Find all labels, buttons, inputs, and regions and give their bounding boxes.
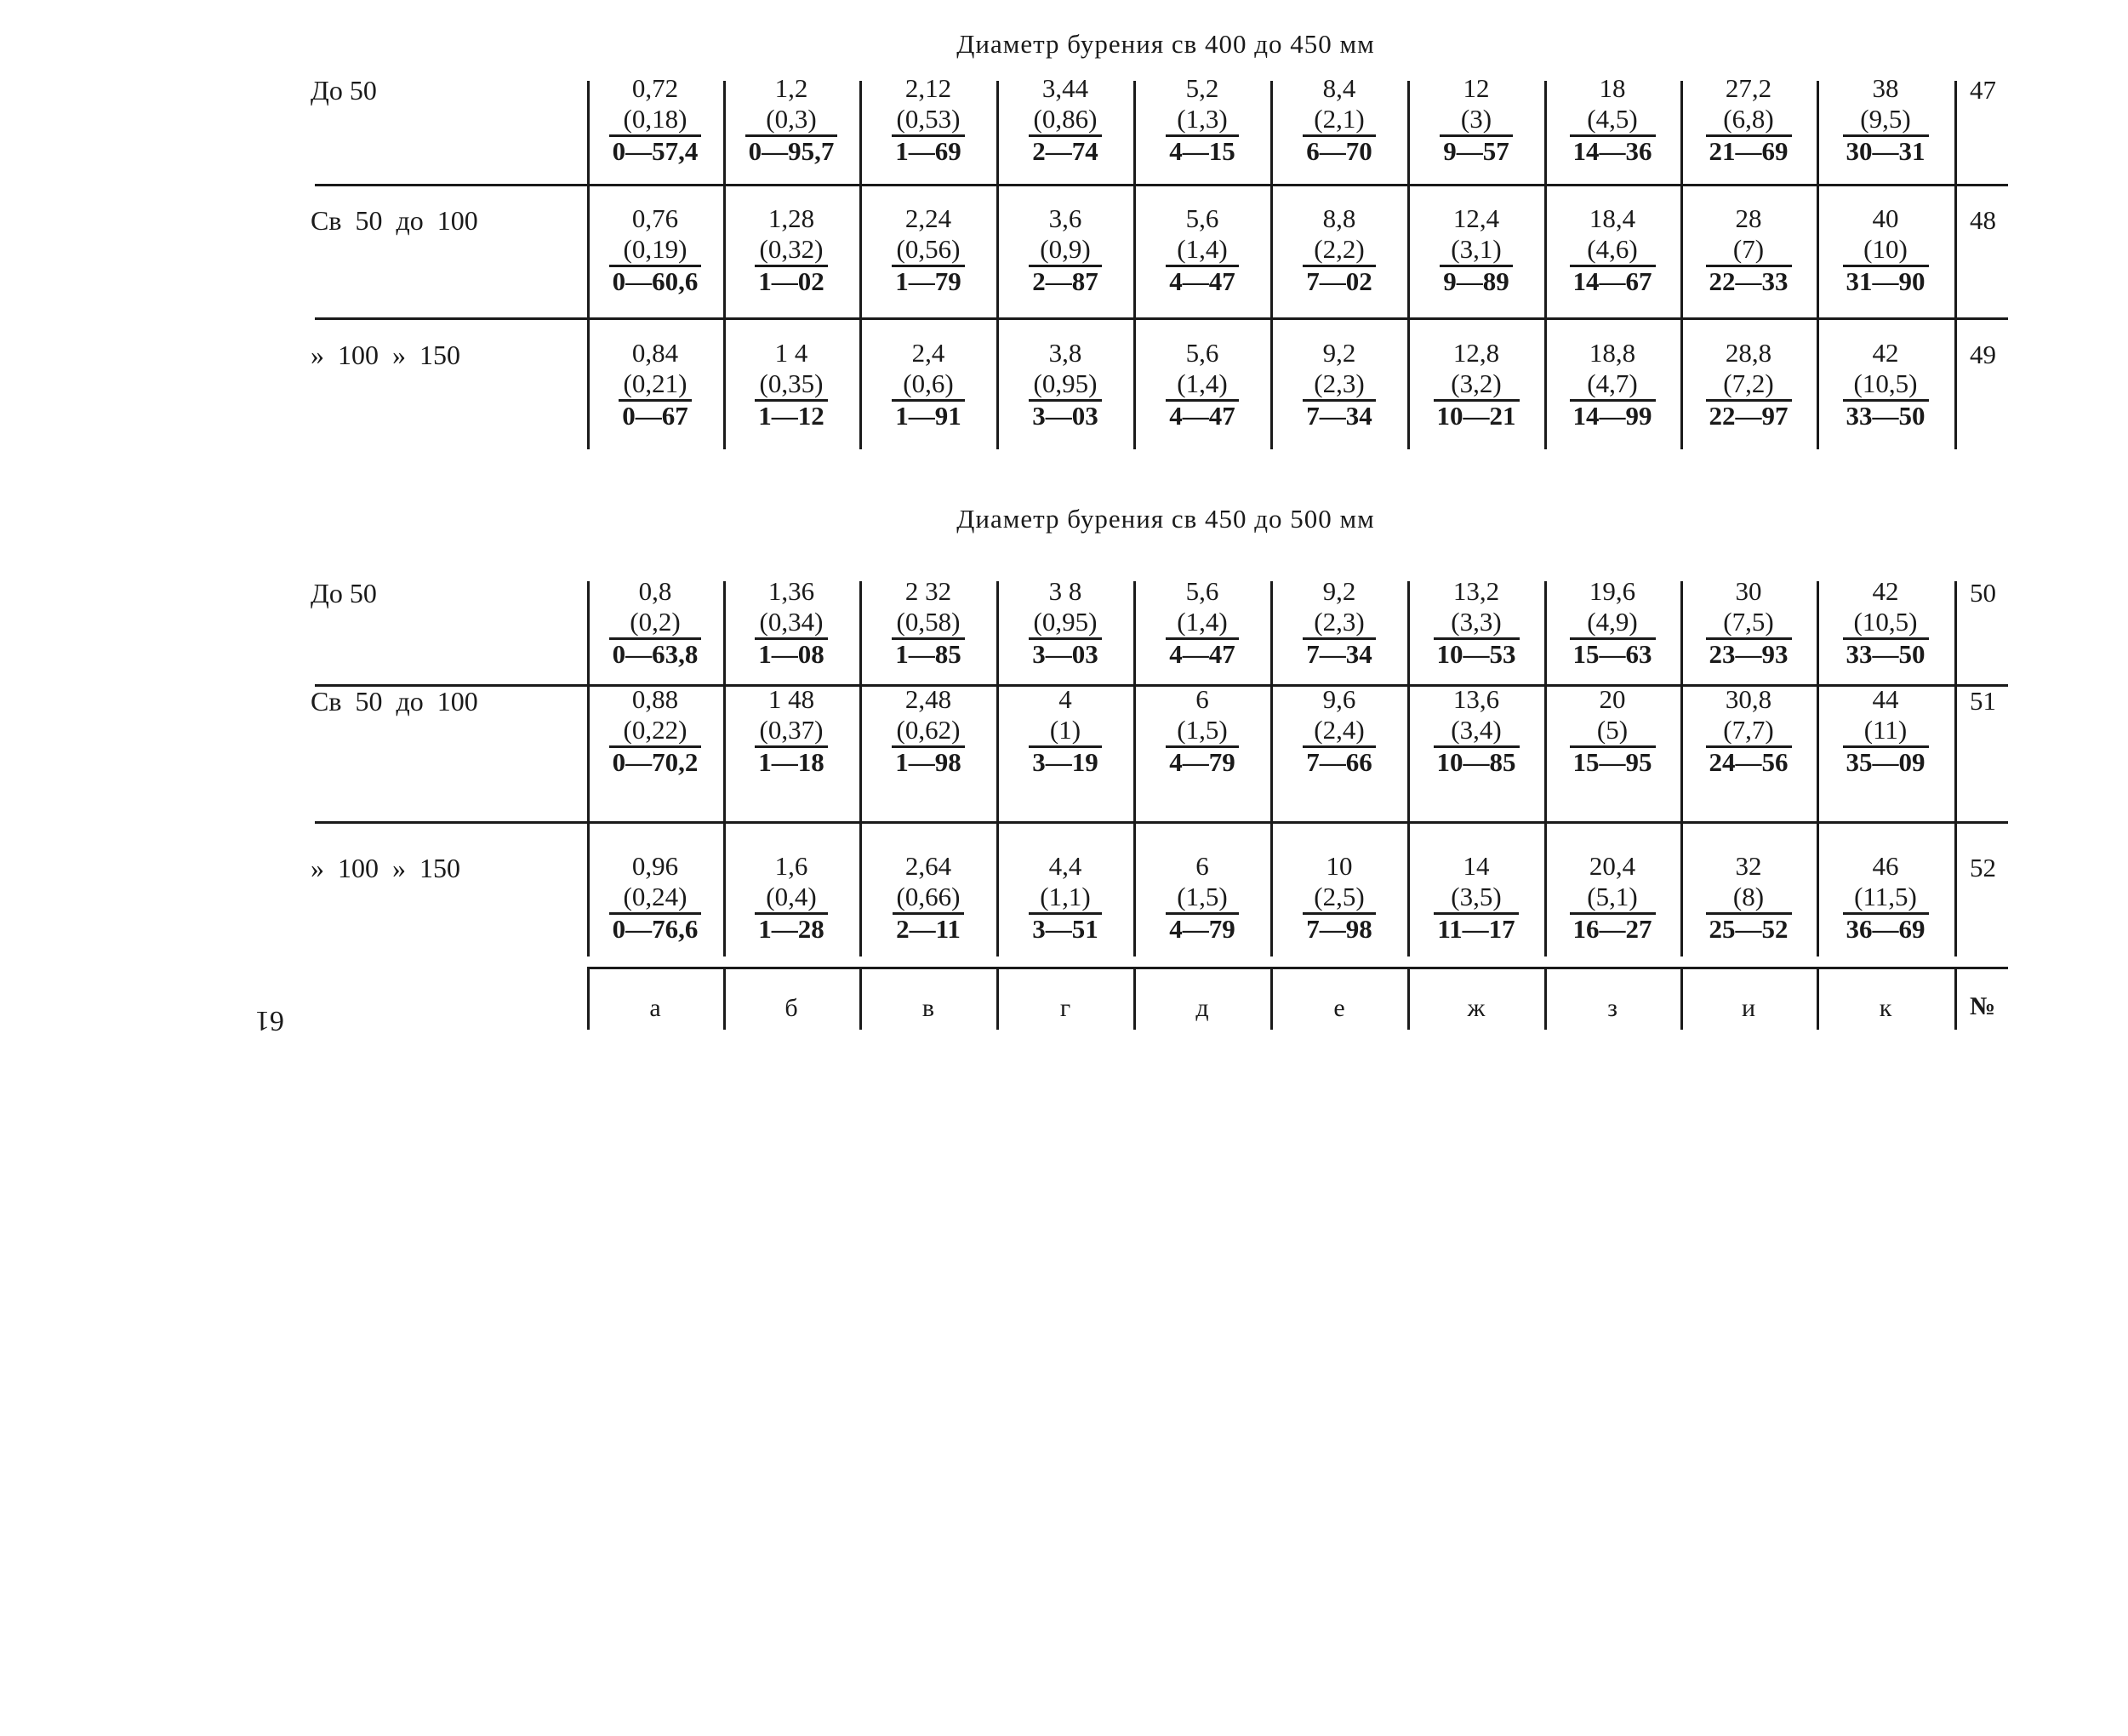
cell-value-paren: (3,5) — [1451, 882, 1502, 911]
cell-range: 14—99 — [1570, 399, 1656, 430]
cell-value-paren: (10,5) — [1853, 368, 1918, 398]
table-cell — [997, 851, 1133, 945]
cell-value: 44 — [1872, 684, 1899, 714]
column-letter: б — [784, 994, 798, 1022]
cell-range: 2—11 — [893, 912, 964, 943]
cell-range: 31—90 — [1843, 265, 1929, 295]
cell-range: 7—34 — [1303, 399, 1376, 430]
table-cell — [1680, 203, 1817, 297]
cell-range: 1—08 — [755, 637, 828, 668]
cell-value-paren: (0,3) — [766, 104, 817, 134]
cell-range: 24—56 — [1706, 745, 1792, 776]
table-cell — [723, 73, 859, 167]
cell-range: 1—28 — [755, 912, 828, 943]
cell-value: 27,2 — [1725, 73, 1772, 103]
cell-range: 10—85 — [1434, 745, 1520, 776]
cell-range: 9—57 — [1440, 134, 1513, 165]
cell-value-paren: (10) — [1863, 234, 1908, 264]
cell-range: 4—79 — [1166, 912, 1239, 943]
cell-value: 6 — [1195, 684, 1209, 714]
row-number: 50 — [1970, 578, 1996, 608]
cell-value: 1,36 — [767, 576, 815, 606]
cell-value: 2 32 — [904, 576, 952, 606]
cell-value-paren: (8) — [1732, 882, 1765, 911]
table-cell — [860, 576, 996, 670]
footer-top-line — [587, 967, 2008, 969]
column-letter: и — [1741, 994, 1756, 1022]
column-letter: ж — [1467, 994, 1486, 1022]
cell-value: 28,8 — [1725, 338, 1772, 368]
cell-value: 20,4 — [1589, 851, 1636, 881]
cell-value-paren: (7,7) — [1723, 715, 1774, 745]
row-number: 49 — [1970, 340, 1996, 369]
table-cell — [587, 338, 723, 431]
cell-value-paren: (4,5) — [1587, 104, 1638, 134]
column-number-label: № — [1970, 992, 1996, 1020]
table-cell — [1544, 338, 1680, 431]
table-cell — [1271, 338, 1407, 431]
cell-value: 4 — [1058, 684, 1072, 714]
cell-range: 2—87 — [1029, 265, 1102, 295]
cell-value-paren: (0,53) — [896, 104, 961, 134]
row-divider — [315, 821, 2008, 824]
cell-value-paren: (11,5) — [1854, 882, 1917, 911]
cell-value: 1 48 — [767, 684, 815, 714]
cell-range: 33—50 — [1843, 399, 1929, 430]
cell-range: 35—09 — [1843, 745, 1929, 776]
table-cell — [997, 684, 1133, 778]
cell-value: 3 8 — [1048, 576, 1082, 606]
cell-value-paren: (11) — [1863, 715, 1908, 745]
column-divider — [1954, 581, 1957, 957]
row-label: До 50 — [311, 75, 377, 106]
cell-value-paren: (2,3) — [1314, 368, 1365, 398]
cell-range: 22—97 — [1706, 399, 1792, 430]
cell-range: 1—69 — [892, 134, 965, 165]
column-letter: г — [1059, 994, 1071, 1022]
cell-range: 7—02 — [1303, 265, 1376, 295]
table-cell — [723, 338, 859, 431]
page-number: 61 — [255, 1005, 284, 1036]
cell-range: 4—47 — [1166, 637, 1239, 668]
column-divider — [1954, 968, 1957, 1030]
cell-value-paren: (0,86) — [1033, 104, 1098, 134]
cell-value: 18 — [1599, 73, 1626, 103]
cell-value: 9,6 — [1322, 684, 1356, 714]
table-cell — [997, 73, 1133, 167]
section-title-400-450: Диаметр бурения св 400 до 450 мм — [956, 29, 1375, 59]
cell-value-paren: (0,35) — [759, 368, 824, 398]
cell-value-paren: (1,4) — [1177, 234, 1228, 264]
cell-value: 3,8 — [1048, 338, 1082, 368]
column-divider — [1954, 81, 1957, 449]
cell-value: 42 — [1872, 576, 1899, 606]
cell-range: 1—98 — [892, 745, 965, 776]
cell-value-paren: (6,8) — [1723, 104, 1774, 134]
cell-value-paren: (3,4) — [1451, 715, 1502, 745]
cell-value-paren: (0,32) — [759, 234, 824, 264]
cell-value-paren: (9,5) — [1860, 104, 1911, 134]
cell-value: 40 — [1872, 203, 1899, 233]
section-title-450-500: Диаметр бурения св 450 до 500 мм — [956, 504, 1375, 534]
table-cell — [1680, 338, 1817, 431]
cell-value-paren: (0,9) — [1040, 234, 1091, 264]
cell-range: 1—79 — [892, 265, 965, 295]
cell-value-paren: (0,6) — [903, 368, 954, 398]
cell-value-paren: (0,2) — [630, 607, 681, 637]
cell-value: 3,6 — [1048, 203, 1082, 233]
column-letter: а — [649, 994, 661, 1022]
column-letter: з — [1607, 994, 1617, 1022]
table-cell — [860, 338, 996, 431]
row-divider — [315, 317, 2008, 320]
cell-range: 0—60,6 — [609, 265, 702, 295]
cell-range: 10—21 — [1434, 399, 1520, 430]
table-cell — [1544, 851, 1680, 945]
cell-range: 15—95 — [1570, 745, 1656, 776]
cell-value-paren: (7) — [1732, 234, 1765, 264]
table-cell — [1817, 203, 1954, 297]
cell-value-paren: (0,19) — [623, 234, 687, 264]
cell-value-paren: (0,18) — [623, 104, 687, 134]
cell-range: 16—27 — [1570, 912, 1656, 943]
table-cell — [997, 203, 1133, 297]
cell-value-paren: (4,6) — [1587, 234, 1638, 264]
cell-range: 3—51 — [1029, 912, 1102, 943]
cell-value: 42 — [1872, 338, 1899, 368]
cell-range: 7—34 — [1303, 637, 1376, 668]
table-cell — [587, 851, 723, 945]
cell-value-paren: (0,37) — [759, 715, 824, 745]
cell-value-paren: (2,4) — [1314, 715, 1365, 745]
cell-value: 0,8 — [638, 576, 672, 606]
cell-value: 0,88 — [631, 684, 679, 714]
table-cell — [1408, 73, 1544, 167]
table-cell — [1271, 203, 1407, 297]
table-cell — [1817, 684, 1954, 778]
cell-value: 1 4 — [774, 338, 808, 368]
table-cell — [1134, 684, 1270, 778]
cell-value: 12,8 — [1452, 338, 1500, 368]
cell-range: 6—70 — [1303, 134, 1376, 165]
cell-value: 46 — [1872, 851, 1899, 881]
cell-range: 11—17 — [1434, 912, 1518, 943]
cell-value: 2,12 — [904, 73, 952, 103]
cell-value: 3,44 — [1041, 73, 1089, 103]
cell-range: 0—57,4 — [609, 134, 702, 165]
cell-value: 5,6 — [1185, 203, 1219, 233]
cell-value-paren: (0,22) — [623, 715, 687, 745]
table-cell — [1134, 851, 1270, 945]
cell-value: 5,6 — [1185, 338, 1219, 368]
cell-value: 14 — [1463, 851, 1490, 881]
table-cell — [1271, 73, 1407, 167]
table-cell — [1680, 73, 1817, 167]
cell-range: 1—12 — [755, 399, 828, 430]
cell-range: 0—70,2 — [609, 745, 702, 776]
table-cell — [997, 576, 1133, 670]
cell-range: 21—69 — [1706, 134, 1792, 165]
table-cell — [587, 576, 723, 670]
cell-value: 2,24 — [904, 203, 952, 233]
table-cell — [723, 576, 859, 670]
cell-range: 4—47 — [1166, 265, 1239, 295]
cell-value-paren: (0,58) — [896, 607, 961, 637]
cell-value: 5,6 — [1185, 576, 1219, 606]
cell-range: 3—03 — [1029, 399, 1102, 430]
cell-value: 38 — [1872, 73, 1899, 103]
cell-range: 4—79 — [1166, 745, 1239, 776]
cell-value-paren: (1,4) — [1177, 607, 1228, 637]
cell-range: 3—19 — [1029, 745, 1102, 776]
table-cell — [1544, 576, 1680, 670]
table-cell — [1408, 851, 1544, 945]
cell-value-paren: (3,1) — [1451, 234, 1502, 264]
cell-value: 1,2 — [774, 73, 808, 103]
cell-range: 36—69 — [1843, 912, 1929, 943]
cell-range: 33—50 — [1843, 637, 1929, 668]
cell-value-paren: (0,66) — [896, 882, 961, 911]
cell-range: 0—63,8 — [609, 637, 702, 668]
row-number: 51 — [1970, 686, 1996, 716]
cell-range: 14—36 — [1570, 134, 1656, 165]
column-letter: д — [1195, 994, 1209, 1022]
cell-value-paren: (0,4) — [766, 882, 817, 911]
cell-value-paren: (2,5) — [1314, 882, 1365, 911]
cell-range: 4—15 — [1166, 134, 1239, 165]
cell-value-paren: (1,5) — [1177, 715, 1228, 745]
table-cell — [1134, 576, 1270, 670]
cell-range: 30—31 — [1843, 134, 1929, 165]
cell-range: 25—52 — [1706, 912, 1792, 943]
cell-range: 10—53 — [1434, 637, 1520, 668]
cell-value-paren: (4,7) — [1587, 368, 1638, 398]
cell-range: 1—18 — [755, 745, 828, 776]
table-cell — [860, 203, 996, 297]
cell-value-paren: (1,1) — [1040, 882, 1091, 911]
cell-value-paren: (0,24) — [623, 882, 687, 911]
cell-value: 30 — [1735, 576, 1762, 606]
cell-range: 0—67 — [619, 399, 692, 430]
cell-value-paren: (3) — [1460, 104, 1492, 134]
cell-value-paren: (1,3) — [1177, 104, 1228, 134]
table-cell — [997, 338, 1133, 431]
column-letter: е — [1333, 994, 1345, 1022]
cell-range: 7—98 — [1303, 912, 1376, 943]
table-cell — [1271, 684, 1407, 778]
table-cell — [1408, 684, 1544, 778]
table-cell — [1544, 203, 1680, 297]
cell-value-paren: (0,62) — [896, 715, 961, 745]
table-cell — [860, 684, 996, 778]
table-cell — [1544, 73, 1680, 167]
cell-value: 6 — [1195, 851, 1209, 881]
table-cell — [1134, 338, 1270, 431]
cell-value: 2,64 — [904, 851, 952, 881]
cell-value: 19,6 — [1589, 576, 1636, 606]
cell-value: 2,48 — [904, 684, 952, 714]
table-cell — [1134, 203, 1270, 297]
cell-value: 32 — [1735, 851, 1762, 881]
cell-value: 9,2 — [1322, 576, 1356, 606]
table-cell — [1408, 576, 1544, 670]
row-number: 48 — [1970, 205, 1996, 235]
cell-value: 20 — [1599, 684, 1626, 714]
cell-value: 12,4 — [1452, 203, 1500, 233]
cell-range: 2—74 — [1029, 134, 1102, 165]
cell-value-paren: (7,2) — [1723, 368, 1774, 398]
table-cell — [860, 851, 996, 945]
cell-value-paren: (0,95) — [1033, 368, 1098, 398]
table-cell — [587, 684, 723, 778]
table-cell — [723, 203, 859, 297]
cell-range: 0—95,7 — [745, 134, 838, 165]
cell-value: 0,72 — [631, 73, 679, 103]
cell-value: 0,76 — [631, 203, 679, 233]
table-cell — [1408, 203, 1544, 297]
cell-value: 0,96 — [631, 851, 679, 881]
row-label: Св 50 до 100 — [311, 686, 478, 717]
cell-range: 22—33 — [1706, 265, 1792, 295]
cell-range: 3—03 — [1029, 637, 1102, 668]
table-cell — [1817, 73, 1954, 167]
cell-value: 12 — [1463, 73, 1490, 103]
table-cell — [1817, 338, 1954, 431]
cell-value: 18,8 — [1589, 338, 1636, 368]
row-number: 52 — [1970, 853, 1996, 882]
cell-value: 28 — [1735, 203, 1762, 233]
row-label: » 100 » 150 — [311, 853, 460, 883]
cell-range: 9—89 — [1440, 265, 1513, 295]
column-letter: в — [921, 994, 935, 1022]
cell-value-paren: (0,21) — [623, 368, 687, 398]
cell-value-paren: (0,95) — [1033, 607, 1098, 637]
cell-value: 0,84 — [631, 338, 679, 368]
cell-value-paren: (0,56) — [896, 234, 961, 264]
table-cell — [860, 73, 996, 167]
table-cell — [1271, 851, 1407, 945]
table-cell — [587, 73, 723, 167]
cell-value: 1,6 — [774, 851, 808, 881]
cell-range: 23—93 — [1706, 637, 1792, 668]
cell-value-paren: (1,4) — [1177, 368, 1228, 398]
cell-range: 14—67 — [1570, 265, 1656, 295]
cell-value: 4,4 — [1048, 851, 1082, 881]
table-cell — [1680, 684, 1817, 778]
table-cell — [1271, 576, 1407, 670]
table-cell — [723, 851, 859, 945]
table-cell — [1544, 684, 1680, 778]
cell-value: 10 — [1326, 851, 1353, 881]
row-number: 47 — [1970, 75, 1996, 105]
cell-value-paren: (7,5) — [1723, 607, 1774, 637]
table-cell — [1408, 338, 1544, 431]
table-cell — [1680, 851, 1817, 945]
cell-value-paren: (3,3) — [1451, 607, 1502, 637]
cell-value-paren: (2,3) — [1314, 607, 1365, 637]
table-cell — [1134, 73, 1270, 167]
cell-value-paren: (4,9) — [1587, 607, 1638, 637]
cell-range: 1—91 — [892, 399, 965, 430]
column-letter: к — [1879, 994, 1892, 1022]
cell-range: 1—02 — [755, 265, 828, 295]
cell-value: 8,8 — [1322, 203, 1356, 233]
cell-range: 0—76,6 — [609, 912, 702, 943]
cell-value-paren: (2,2) — [1314, 234, 1365, 264]
cell-range: 4—47 — [1166, 399, 1239, 430]
cell-value-paren: (1,5) — [1177, 882, 1228, 911]
row-divider — [315, 184, 2008, 186]
cell-value: 5,2 — [1185, 73, 1219, 103]
cell-range: 15—63 — [1570, 637, 1656, 668]
cell-value-paren: (5) — [1596, 715, 1629, 745]
cell-value-paren: (10,5) — [1853, 607, 1918, 637]
cell-value: 2,4 — [911, 338, 945, 368]
cell-value-paren: (2,1) — [1314, 104, 1365, 134]
cell-value-paren: (1) — [1049, 715, 1081, 745]
cell-value: 8,4 — [1322, 73, 1356, 103]
cell-value: 1,28 — [767, 203, 815, 233]
table-cell — [723, 684, 859, 778]
cell-value: 9,2 — [1322, 338, 1356, 368]
cell-range: 7—66 — [1303, 745, 1376, 776]
cell-value-paren: (0,34) — [759, 607, 824, 637]
cell-value: 13,6 — [1452, 684, 1500, 714]
cell-value: 13,2 — [1452, 576, 1500, 606]
row-label: До 50 — [311, 578, 377, 608]
row-label: Св 50 до 100 — [311, 205, 478, 236]
cell-value-paren: (5,1) — [1587, 882, 1638, 911]
cell-value: 30,8 — [1725, 684, 1772, 714]
table-cell — [1680, 576, 1817, 670]
cell-range: 1—85 — [892, 637, 965, 668]
cell-value: 18,4 — [1589, 203, 1636, 233]
row-label: » 100 » 150 — [311, 340, 460, 370]
table-cell — [587, 203, 723, 297]
table-cell — [1817, 576, 1954, 670]
table-cell — [1817, 851, 1954, 945]
cell-value-paren: (3,2) — [1451, 368, 1502, 398]
